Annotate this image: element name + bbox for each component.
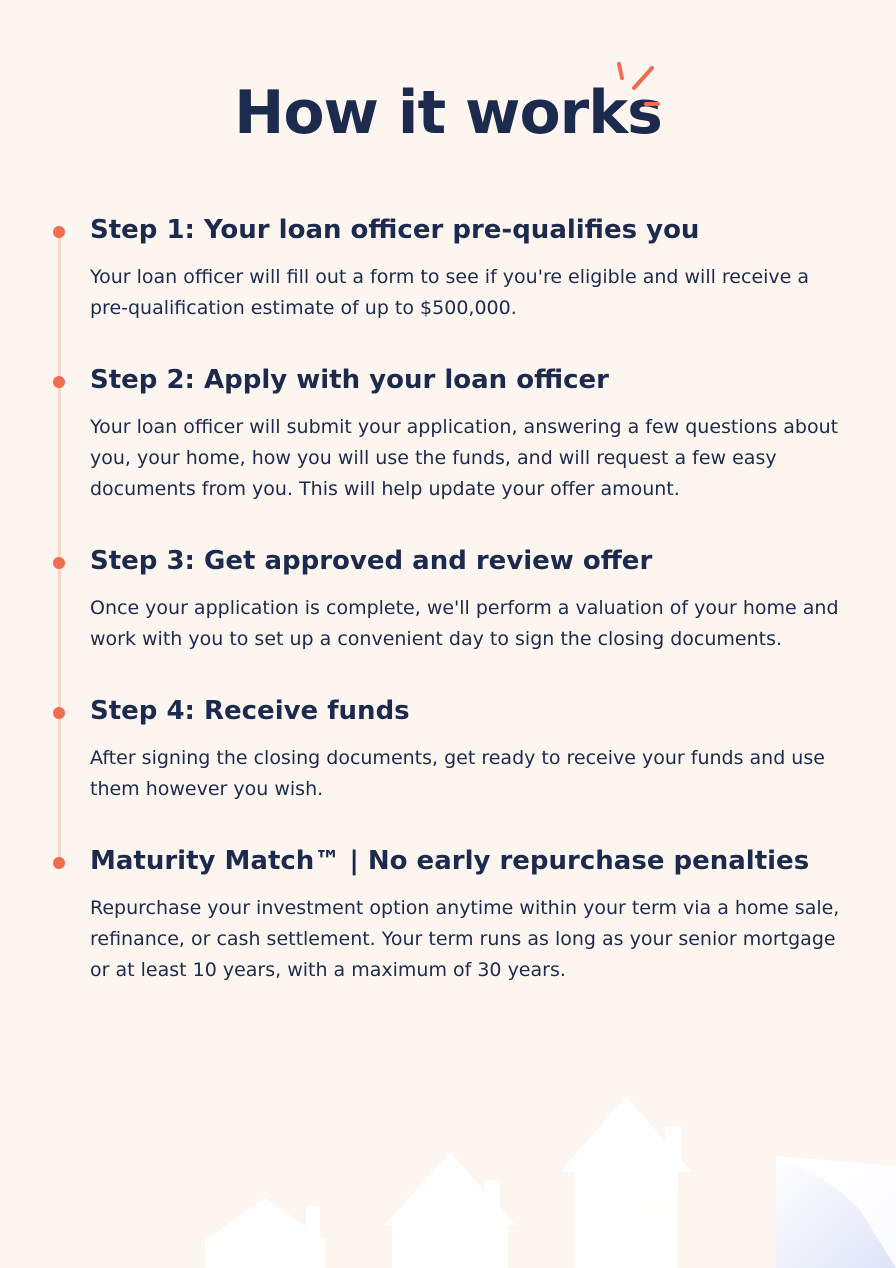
step-title: Step 1: Your loan officer pre-qualifies you bbox=[90, 215, 700, 245]
sparkle-icon bbox=[612, 58, 668, 114]
step-title: Maturity Match™ | No early repurchase penalties bbox=[90, 846, 810, 876]
step-2 bbox=[90, 362, 850, 505]
step-description: Your loan officer will fill out a form to see if you're eligible and will receive a pre-qualification estimate of up to $500,000. bbox=[90, 266, 810, 319]
step-description: Your loan officer will submit your application, answering a few questions about you, your home, how you will use the funds, and will request a few easy documents from you. This will help update your offer amount. bbox=[90, 416, 839, 500]
step-1 bbox=[90, 212, 850, 324]
page-title: How it works bbox=[234, 78, 662, 148]
dot-icon bbox=[53, 226, 65, 238]
dot-icon bbox=[53, 707, 65, 719]
step-description: Once your application is complete, we'll perform a valuation of your home and work with you to set up a convenient day to sign the closing documents. bbox=[90, 597, 839, 650]
step-title: Step 4: Receive funds bbox=[90, 696, 410, 726]
dot-icon bbox=[53, 376, 65, 388]
step-title: Step 2: Apply with your loan officer bbox=[90, 365, 609, 395]
step-description: After signing the closing documents, get ready to receive your funds and use them however you wish. bbox=[90, 747, 825, 800]
timeline-line bbox=[58, 232, 61, 862]
step-3 bbox=[90, 543, 850, 655]
dot-icon bbox=[53, 557, 65, 569]
houses-illustration bbox=[0, 1060, 896, 1268]
step-5 bbox=[90, 843, 850, 986]
step-4 bbox=[90, 693, 850, 805]
step-description: Repurchase your investment option anytime within your term via a home sale, refinance, or cash settlement. Your term runs as long as your senior mortgage or at least 10 years, with a maximum of 30 years. bbox=[90, 897, 840, 981]
dot-icon bbox=[53, 857, 65, 869]
step-title: Step 3: Get approved and review offer bbox=[90, 546, 653, 576]
